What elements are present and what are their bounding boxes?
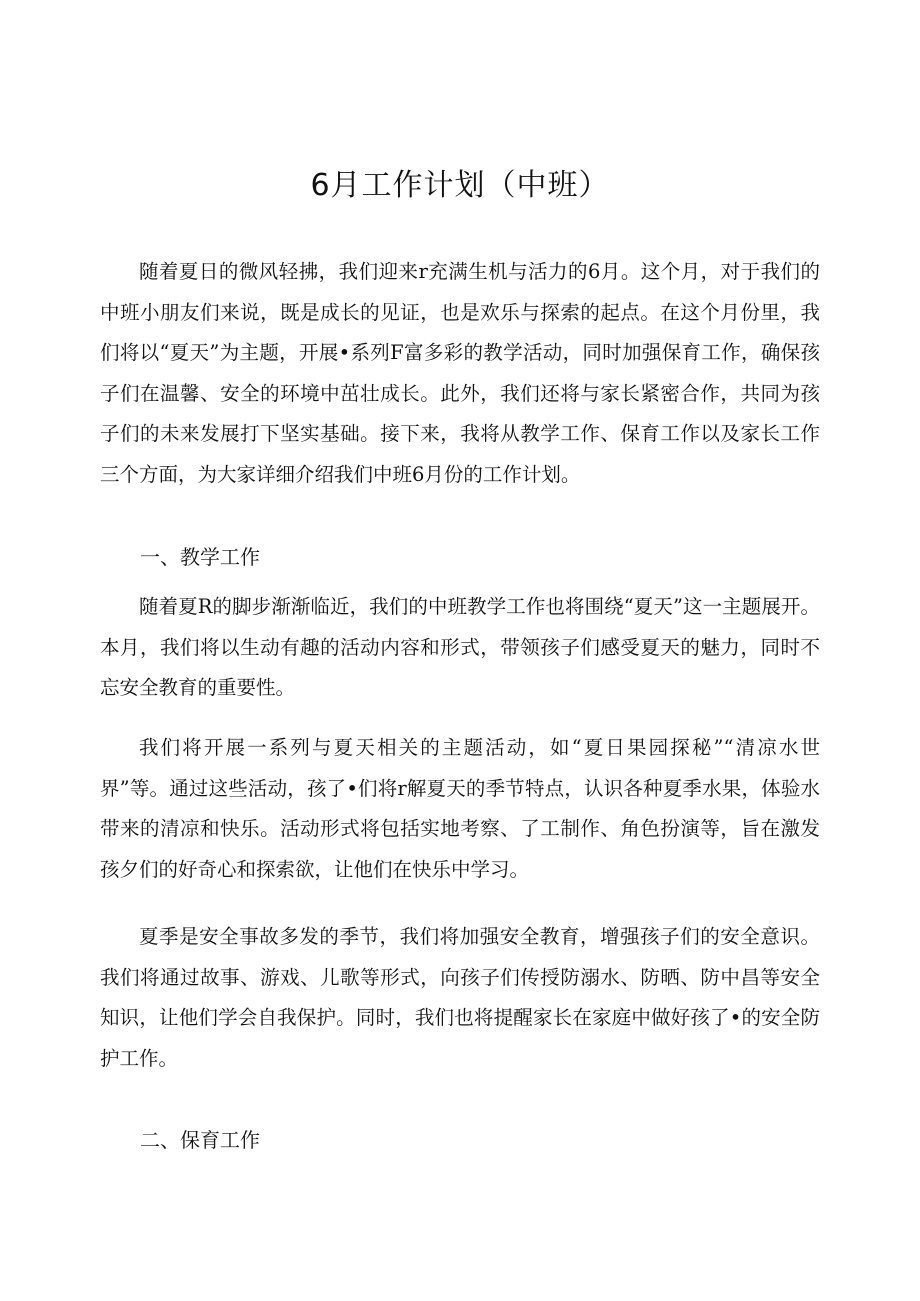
section-heading-teaching: 一、教学工作 (140, 545, 260, 569)
intro-paragraph: 随着夏日的微风轻拂，我们迎来r充满生机与活力的6月。这个月，对于我们的中班小朋友们来说，既是成长的见证，也是欢乐与探索的起点。在这个月份里，我们将以“夏天”为主题，开展•系列F富多彩的教学活动，同时加强保育工作，确保孩子们在温馨、安全的环境中茁壮成长。此外，我们还将与家长紧密合作，共同为孩子们的未来发展打下坚实基础。接下来，我将从教学工作、保育工作以及家长工作三个方面，为大家详细介绍我们中班6月份的工作计划。 (100, 260, 820, 486)
teaching-paragraph-2: 我们将开展一系列与夏天相关的主题活动，如“夏日果园探秘”“清凉水世界”等。通过这些活动，孩了•们将r解夏天的季节特点，认识各种夏季水果，体验水带来的清凉和快乐。活动形式将包括实地考察、了工制作、角色扮演等，旨在激发孩夕们的好奇心和探索欲，让他们在快乐中学习。 (100, 736, 820, 881)
teaching-paragraph-3: 夏季是安全事故多发的季节，我们将加强安全教育，增强孩子们的安全意识。我们将通过故事、游戏、儿歌等形式，向孩子们传授防溺水、防晒、防中昌等安全知识，让他们学会自我保护。同时，我们也将提醒家长在家庭中做好孩了•的安全防护工作。 (100, 925, 820, 1070)
section-heading-care: 二、保育工作 (140, 1128, 260, 1152)
teaching-paragraph-1: 随着夏R的脚步渐渐临近，我们的中班教学工作也将围绕“夏天”这一主题展开。本月，我们将以生动有趣的活动内容和形式，带领孩子们感受夏天的魅力，同时不忘安全教育的重要性。 (100, 595, 820, 699)
page-title: 6月工作计划（中班） (310, 168, 610, 203)
